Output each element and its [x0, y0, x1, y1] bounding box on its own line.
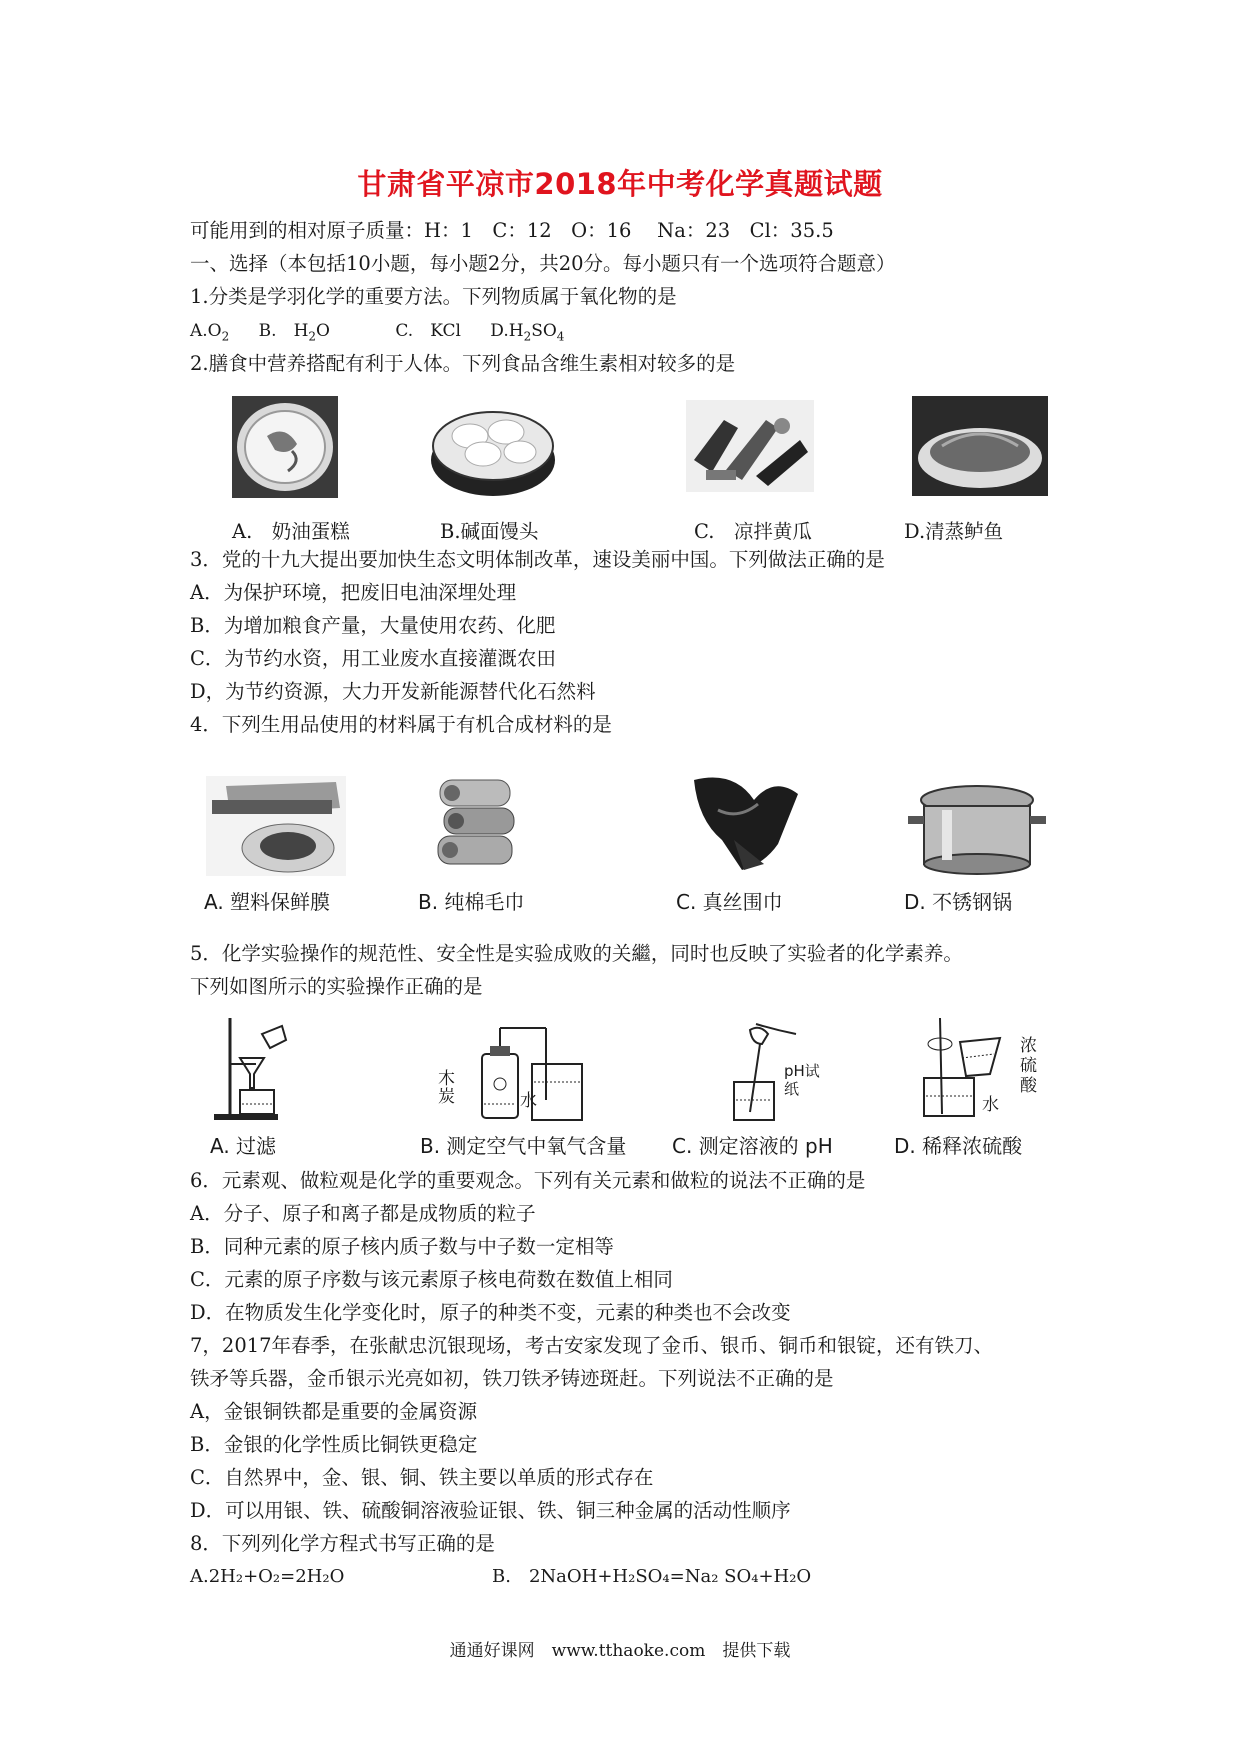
- q7-stem-1: 7，2017年春季，在张献忠沉银现场，考古安家发现了金币、银币、铜币和银锭，还有铁刀、: [190, 1334, 994, 1357]
- q1-option-a: $A.O_2$: [190, 321, 230, 344]
- q5-stem-1: 5．化学实验操作的规范性、安全性是实验成败的关繼，同时也反映了实验者的化学素养。: [190, 942, 963, 965]
- q4-option-a: A. 塑料保鲜膜: [204, 890, 331, 914]
- q2-stem: 2.膳食中营养搭配有利于人体。下列食品含维生素相对较多的是: [190, 352, 736, 375]
- q7-stem-2: 铁矛等兵器，金币银示光亮如初，铁刀铁矛铸迹斑赶。下列说法不正确的是: [190, 1367, 834, 1390]
- q5-option-a: A. 过滤: [210, 1134, 277, 1158]
- q4-stem: 4．下列生用品使用的材料属于有机合成材料的是: [190, 713, 612, 736]
- steamed-buns-image: [428, 396, 558, 500]
- q8-option-b: B. 2NaOH+H₂SO₄=Na₂ SO₄+H₂O: [492, 1566, 812, 1587]
- q5-option-b: B. 测定空气中氧气含量: [420, 1134, 627, 1158]
- q3-option-d: D，为节约资源，大力开发新能源替代化石然料: [190, 680, 596, 703]
- q8-option-a: A.2H₂+O₂=2H₂O: [190, 1566, 345, 1587]
- q6-option-a: A．分子、原子和离子都是成物质的粒子: [190, 1202, 536, 1225]
- filtration-apparatus-image: [210, 1014, 290, 1124]
- footer-credit: 通通好课网 www.tthaoke.com 提供下载: [449, 1641, 791, 1661]
- q3-stem: 3．党的十九大提出要加快生态文明体制改革，速设美丽中国。下列做法正确的是: [190, 548, 885, 571]
- cotton-towel-image: [432, 772, 522, 876]
- acid-label: 浓硫酸: [1020, 1036, 1037, 1096]
- q2-option-c: C. 凉拌黄瓜: [694, 520, 812, 543]
- q3-option-a: A．为保护环境，把废旧电油深埋处理: [190, 581, 517, 604]
- q5-option-c: C. 测定溶液的 pH: [672, 1134, 833, 1158]
- steamed-fish-image: [912, 396, 1048, 496]
- cucumber-salad-image: [686, 400, 814, 492]
- q2-option-b: B.碱面馒头: [440, 520, 539, 543]
- q1-option-b: B. $H_2O$: [258, 321, 330, 344]
- q7-option-a: A，金银铜铁都是重要的金属资源: [190, 1400, 478, 1423]
- plastic-wrap-image: [206, 776, 346, 876]
- page-title: 甘肃省平凉市2018年中考化学真题试题: [357, 167, 883, 201]
- charcoal-label: 木炭: [438, 1069, 455, 1107]
- ph-paper-label: pH试纸: [784, 1062, 820, 1098]
- q1-stem: 1.分类是学羽化学的重要方法。下列物质属于氧化物的是: [190, 285, 677, 308]
- q6-option-c: C．元素的原子序数与该元素原子核电荷数在数值上相同: [190, 1268, 673, 1291]
- q3-option-c: C．为节约水资，用工业废水直接灌溉农田: [190, 647, 556, 670]
- q7-option-c: C．自然界中，金、银、铜、铁主要以单质的形式存在: [190, 1466, 654, 1489]
- q1-option-d: $D.H_2SO_4$: [490, 321, 565, 344]
- q4-option-c: C. 真丝围巾: [676, 890, 783, 914]
- q4-option-d: D. 不锈钢锅: [904, 890, 1013, 914]
- water-label-d: 水: [982, 1095, 999, 1115]
- q7-option-d: D．可以用银、铁、硫酸铜溶液验证银、铁、铜三种金属的活动性顺序: [190, 1499, 791, 1522]
- q5-stem-2: 下列如图所示的实验操作正确的是: [190, 975, 483, 998]
- cake-image: [232, 396, 338, 498]
- q3-option-b: B．为增加粮食产量，大量使用农药、化肥: [190, 614, 556, 637]
- atomic-mass-line: 可能用到的相对原子质量：H：1 C：12 O：16 Na：23 Cl：35.5: [190, 219, 834, 242]
- steel-pot-image: [902, 770, 1052, 880]
- water-label-b: 水: [520, 1091, 537, 1111]
- q4-option-b: B. 纯棉毛巾: [418, 890, 525, 914]
- q1-option-c: C. KCl: [395, 321, 461, 341]
- q2-option-d: D.清蒸鲈鱼: [904, 520, 1004, 543]
- q6-option-b: B．同种元素的原子核内质子数与中子数一定相等: [190, 1235, 614, 1258]
- q7-option-b: B．金银的化学性质比铜铁更稳定: [190, 1433, 478, 1456]
- q6-option-d: D．在物质发生化学变化时，原子的种类不变，元素的种类也不会改变: [190, 1301, 791, 1324]
- q1-options: [190, 318, 564, 349]
- q5-option-d: D. 稀释浓硫酸: [894, 1134, 1023, 1158]
- section-heading: 一、选择（本包括10小题，每小题2分，共20分。每小题只有一个选项符合题意）: [190, 252, 896, 275]
- q8-stem: 8．下列列化学方程式书写正确的是: [190, 1532, 495, 1555]
- silk-scarf-image: [684, 770, 804, 880]
- q6-stem: 6．元素观、做粒观是化学的重要观念。下列有关元素和做粒的说法不正确的是: [190, 1169, 866, 1192]
- q2-option-a: A. 奶油蛋糕: [232, 520, 350, 543]
